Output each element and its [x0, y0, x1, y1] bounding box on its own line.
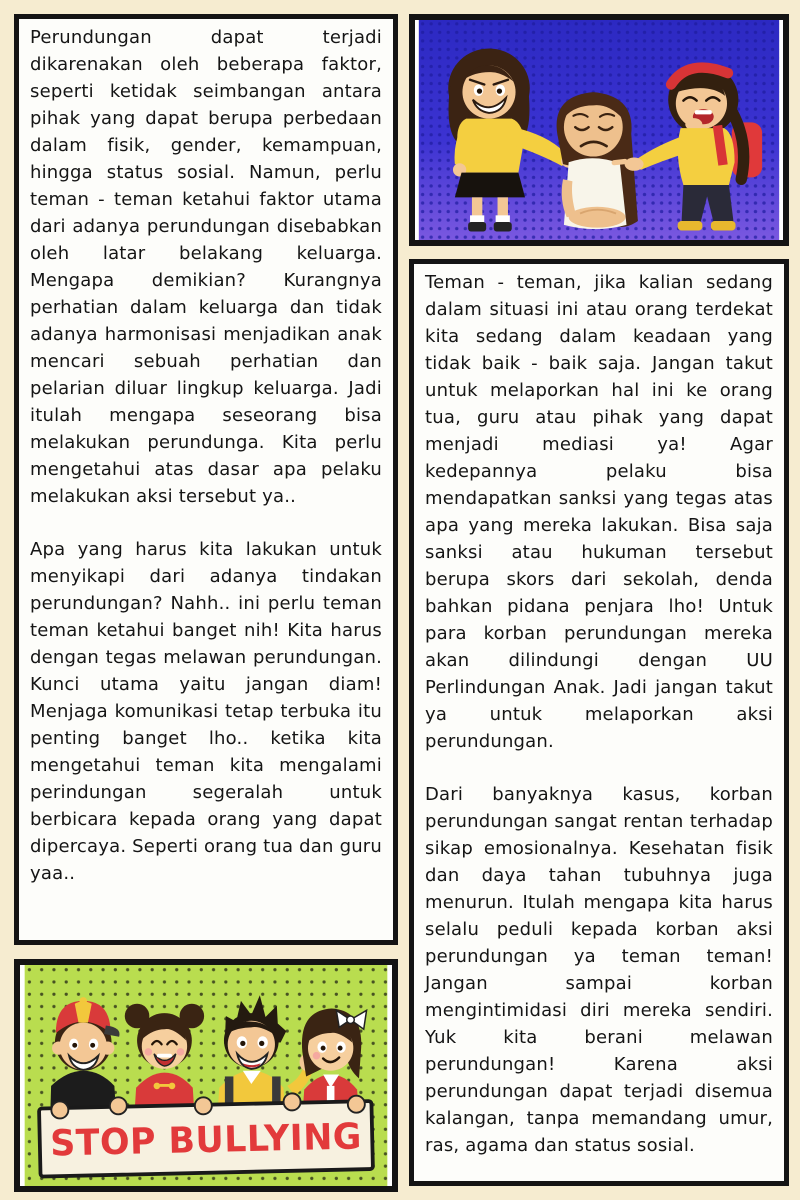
stop-bullying-drawing: [20, 965, 392, 1186]
right-article-box: [409, 259, 789, 1186]
bullying-scene-drawing: [415, 20, 783, 240]
paragraph-how-to-respond: Apa yang harus kita lakukan untuk menyikapi dari adanya tindakan perundungan? Nahh.. ini perlu teman teman ketahui banget nih! Kita harus dengan tegas melawan perundungan. Kunci utama yaitu jangan diam! Menjaga komunikasi tetap terbuka itu penting banget lho.. ketika kita mengetahui teman kita mengalami perindungan segeralah untuk berbicara kepada orang yang dapat dipercaya. Seperti orang tua dan guru yaa..: [30, 539, 383, 884]
stop-bullying-illustration: [14, 959, 398, 1192]
stop-bullying-text: STOP BULLYING: [49, 1116, 372, 1165]
paragraph-care-for-victims: Dari banyaknya kasus, korban perundungan sangat rentan terhadap sikap emosionalnya. Kesehatan fisik dan daya tahan tubuhnya juga menurun. Itulah mengapa kita harus selalu peduli kepada korban aksi perundungan ya teman teman! Jangan sampai korban mengintimidasi diri mereka sendiri. Yuk kita berani melawan perundungan! Karena aksi perundungan dapat terjadi disemua kalangan, tanpa memandang umur, ras, agama dan status sosial.: [425, 784, 773, 1156]
left-article-box: [14, 14, 398, 945]
bullying-scene-illustration: [409, 14, 789, 246]
paragraph-bullying-causes: Perundungan dapat terjadi dikarenakan oleh beberapa faktor, seperti ketidak seimbangan antara pihak yang dapat berupa perbedaan dalam fisik, gender, kemampuan, hingga status sosial. Namun, perlu teman - teman ketahui faktor utama dari adanya perundungan disebabkan oleh latar belakang keluarga. Mengapa demikian? Kurangnya perhatian dalam keluarga dan tidak adanya harmonisasi menjadikan anak mencari sebuah perhatian dan pelarian diluar lingkup keluarga. Jadi itulah mengapa seseorang bisa melakukan perundunga. Kita perlu mengetahui atas dasar apa pelaku melakukan aksi tersebut ya..: [30, 27, 382, 507]
paragraph-report-bullying: Teman - teman, jika kalian sedang dalam situasi ini atau orang terdekat kita sedang dalam keadaan yang tidak baik - baik saja. Jangan takut untuk melaporkan hal ini ke orang tua, guru atau pihak yang dapat menjadi mediasi ya! Agar kedepannya pelaku bisa mendapatkan sanksi yang tegas atas apa yang mereka lakukan. Bisa saja sanksi atau hukuman tersebut berupa skors dari sekolah, denda bahkan pidana penjara lho! Untuk para korban perundungan mereka akan dilindungi dengan UU Perlindungan Anak. Jadi jangan takut ya untuk melaporkan aksi perundungan.: [425, 272, 773, 752]
